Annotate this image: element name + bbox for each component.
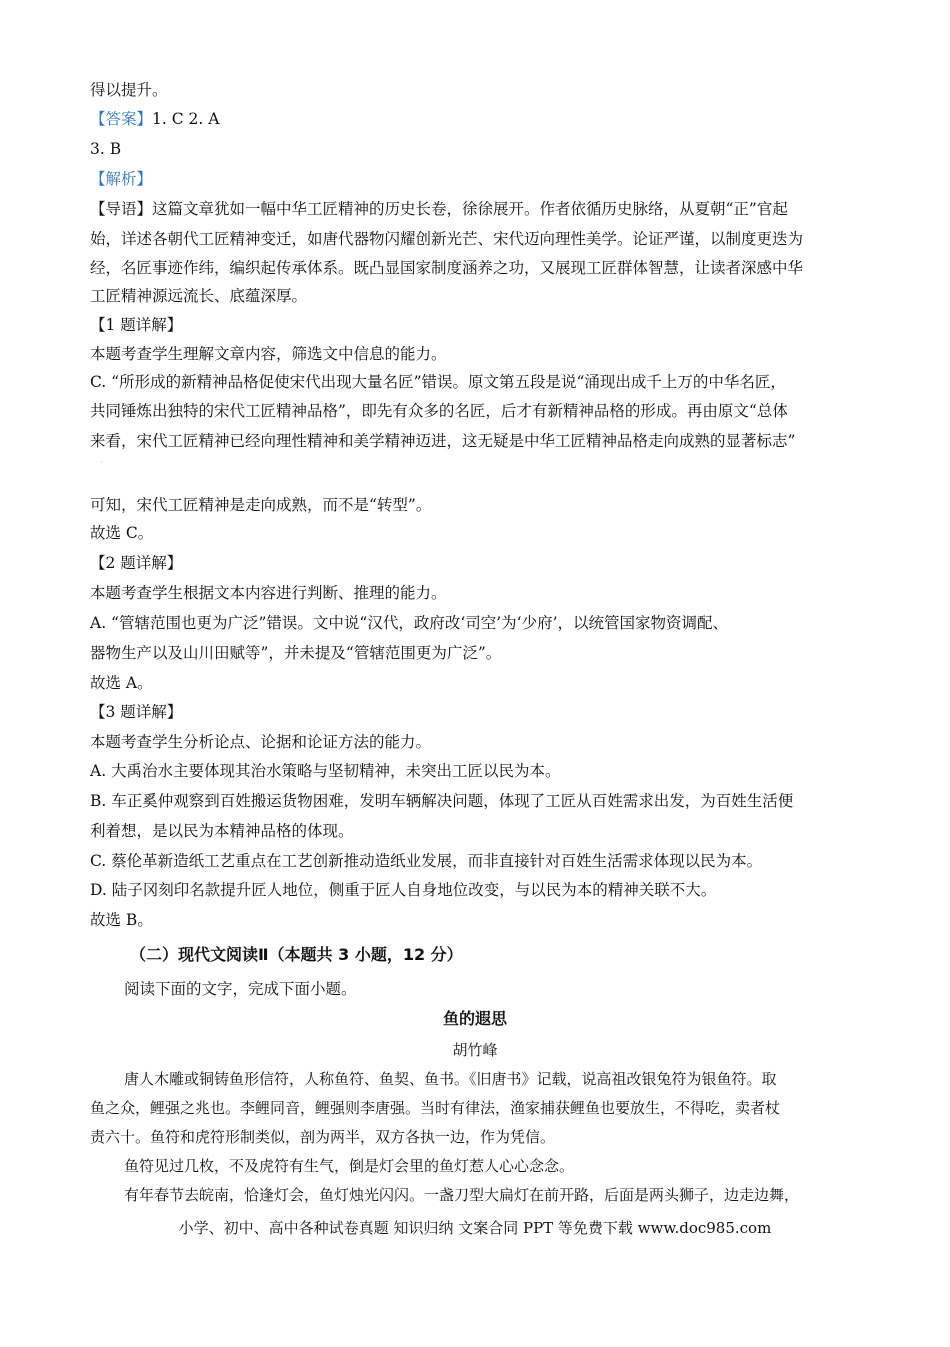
text-line: 工匠精神源远流长、底蕴深厚。 [90,287,308,305]
text-line: 来看，宋代工匠精神已经向理性精神和美学精神迈进，这无疑是中华工匠精神品格走向成熟的显著标志” [90,432,796,450]
text-line: 本题考查学生根据文本内容进行判断、推理的能力。 [90,584,447,602]
text-line: D. 陆子冈刻印名款提升匠人地位，侧重于匠人自身地位改变，与以民为本的精神关联不大。 [90,881,717,899]
text-line: 【2 题详解】 [90,554,183,572]
answer-text: 1. C 2. A [152,110,220,128]
article-line: 责六十。鱼符和虎符形制类似，剖为两半，双方各执一边，作为凭信。 [90,1128,556,1146]
text-line: 【1 题详解】 [90,316,183,334]
text-line: 故选 B。 [90,911,153,929]
answer-tag: 【答案】 [90,110,153,128]
page-footer: 小学、初中、高中各种试卷真题 知识归纳 文案合同 PPT 等免费下载 www.doc985.com [178,1219,772,1237]
text-line: C. “所形成的新精神品格促使宋代出现大量名匠”错误。原文第五段是说“涌现出成千上万的中华名匠， [90,373,786,391]
text-line: 共同锤炼出独特的宋代工匠精神品格”，即先有众多的名匠，后才有新精神品格的形成。再由原文“总体 [90,402,788,420]
text-line: 3. B [90,140,122,158]
text-line: 故选 C。 [90,524,154,542]
text-line: 可知，宋代工匠精神是走向成熟，而不是“转型”。 [90,496,432,514]
text-line: A. “管辖范围也更为广泛”错误。文中说“汉代，政府改‘司空’为‘少府’，以统管国家物资调配、 [90,614,729,632]
text-line: 利着想，是以民为本精神品格的体现。 [90,822,354,840]
text-line: A. 大禹治水主要体现其治水策略与坚韧精神，未突出工匠以民为本。 [90,762,561,780]
analysis-tag: 【解析】 [90,170,153,188]
text-line: 经，名匠事迹作纬，编织起传承体系。既凸显国家制度涵养之功，又展现工匠群体智慧，让读者深感中华 [90,259,804,277]
instruction-line: 阅读下面的文字，完成下面小题。 [124,980,357,998]
article-author: 胡竹峰 [452,1041,498,1059]
article-line: 鱼符见过几枚，不及虎符有生气，倒是灯会里的鱼灯惹人心心念念。 [124,1157,575,1175]
answer-line [90,108,219,130]
article-line: 鱼之众，鲤强之兆也。李鲤同音，鲤强则李唐强。当时有律法，渔家捕获鲤鱼也要放生，不得吃，卖者杖 [90,1099,781,1117]
text-line: B. 车正奚仲观察到百姓搬运货物困难，发明车辆解决问题，体现了工匠从百姓需求出发，为百姓生活便 [90,792,794,810]
text-line: 得以提升。 [90,81,168,99]
stray-mark: · [100,458,103,467]
text-line: 本题考查学生理解文章内容，筛选文中信息的能力。 [90,345,447,363]
text-line: 【3 题详解】 [90,703,183,721]
text-line: C. 蔡伦革新造纸工艺重点在工艺创新推动造纸业发展，而非直接针对百姓生活需求体现以民为本。 [90,852,763,870]
text-line: 故选 A。 [90,674,153,692]
article-title: 鱼的遐思 [442,1009,507,1028]
text-line: 本题考查学生分析论点、论据和论证方法的能力。 [90,733,432,751]
article-line: 有年春节去皖南，恰逢灯会，鱼灯烛光闪闪。一盏刀型大扁灯在前开路，后面是两头狮子，边走边舞， [124,1186,800,1204]
text-line: 【导语】这篇文章犹如一幅中华工匠精神的历史长卷，徐徐展开。作者依循历史脉络，从夏朝“正”官起 [90,200,788,218]
section-heading: （二）现代文阅读Ⅱ（本题共 3 小题，12 分） [130,945,463,964]
text-line: 始，详述各朝代工匠精神变迁，如唐代器物闪耀创新光芒、宋代迈向理性美学。论证严谨，以制度更迭为 [90,230,804,248]
article-line: 唐人木雕或铜铸鱼形信符，人称鱼符、鱼契、鱼书。《旧唐书》记载，说高祖改银兔符为银鱼符。取 [124,1070,777,1088]
text-line: 器物生产以及山川田赋等”，并未提及“管辖范围更为广泛”。 [90,644,502,662]
